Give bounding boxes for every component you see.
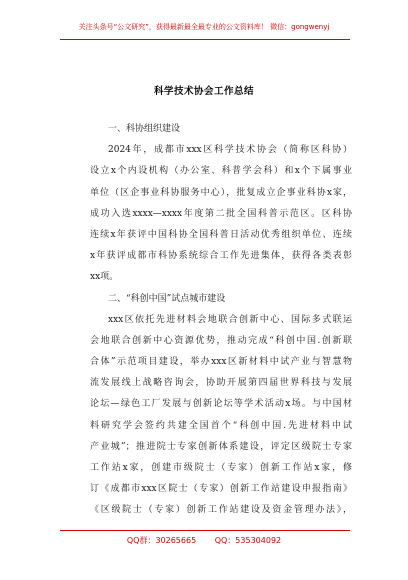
header-divider	[60, 39, 350, 40]
paragraph-line: 产业城”；推进院士专家创新体系建设，评定区级院士专家	[90, 441, 352, 452]
paragraph-line: 连续x年获评中国科协全国科普日活动优秀组织单位、连续	[90, 229, 352, 240]
header-banner: 关注头条号“公文研究”，获得最新最全最专业的公文资料库！ 微信：gongwenyj	[78, 23, 330, 31]
paragraph-line: xxx区依托先进材料会地联合创新中心、国际多式联运	[108, 314, 352, 325]
section-heading: 一、科协组织建设	[108, 124, 181, 134]
document-title: 科学技术协会工作总结	[153, 86, 254, 97]
paragraph-line: 合体”示范项目建设，举办xxx区新材料中试产业与智慧物	[90, 357, 352, 368]
paragraph-line: 设立x个内设机构（办公室、科普学会科）和x个下属事业	[90, 166, 352, 177]
document-body	[90, 119, 352, 522]
paragraph-line: 单位（区企事业科协服务中心），批复成立企事业科协x家，	[90, 187, 352, 198]
footer-divider	[60, 530, 350, 531]
paragraph-line: 2024年，成都市xxx区科学技术协会（简称区科协）	[108, 145, 352, 156]
paragraph-line: 论坛—绿色工厂发展与创新论坛等学术活动x场。与中国材	[90, 399, 352, 410]
paragraph-line: 成功入选xxxx—xxxx年度第二批全国科普示范区。区科协	[90, 208, 352, 219]
paragraph-line: 订《成都市xxx区院士（专家）创新工作站建设申报指南》	[90, 484, 352, 495]
paragraph-line: 会地联合创新中心资源优势，推动完成“科创中国.创新联	[90, 335, 352, 346]
paragraph-line: 流发展线上战略咨询会，协助开展第四届世界科技与发展	[90, 378, 352, 389]
paragraph-line: x年获评成都市科协系统综合工作先进集体，获得各类表彰	[90, 251, 352, 262]
paragraph-line: 料研究学会签约共建全国首个“科创中国.先进材料中试	[90, 420, 352, 431]
paragraph-line: 工作站x家，创建市级院士（专家）创新工作站x家，修	[90, 463, 352, 473]
qq-number-label: QQ：535304092	[214, 536, 282, 545]
qq-group-label: QQ群：30265665	[126, 536, 197, 545]
paragraph-line: xx项。	[90, 272, 119, 283]
footer-contact	[0, 535, 408, 546]
paragraph-line: 《区级院士（专家）创新工作站建设及资金管理办法》，	[90, 505, 352, 516]
section-heading: 二、“科创中国”试点城市建设	[108, 293, 226, 304]
